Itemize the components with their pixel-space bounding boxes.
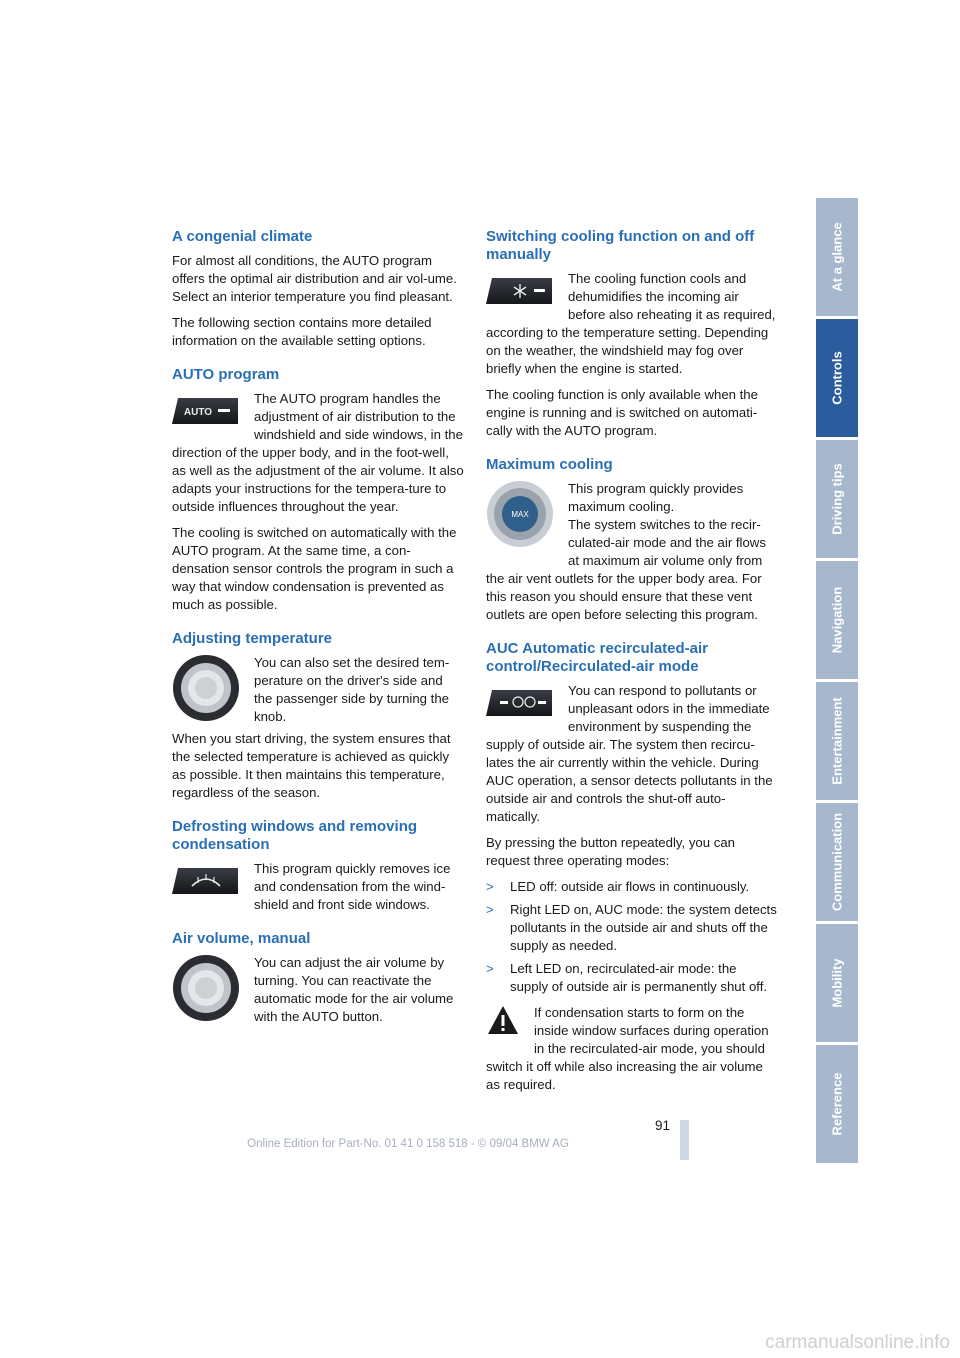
paragraph: This program quickly removes ice and condensation from the wind-shield and front side windows.: [254, 861, 451, 912]
paragraph: For almost all conditions, the AUTO program offers the optimal air distribution and air vol-ume. Select an interior temperature you find pleasant.: [172, 253, 457, 304]
list-item: > Right LED on, AUC mode: the system detects pollutants in the outside air and shuts off the supply as needed.: [486, 902, 777, 953]
heading-adjusting-temperature: Adjusting temperature: [172, 630, 333, 647]
section-defrosting: [172, 818, 464, 914]
heading-air-volume: Air volume, manual: [172, 930, 311, 947]
heading-congenial-climate: A congenial climate: [172, 228, 313, 245]
tab-reference[interactable]: Reference: [816, 1045, 858, 1163]
warning-note: [486, 1004, 778, 1094]
heading-auc: AUC Automatic recirculated-air control/Recirculated-air mode: [486, 640, 708, 675]
heading-maximum-cooling: Maximum cooling: [486, 456, 613, 473]
right-column: [486, 228, 778, 1110]
max-knob-image: [486, 480, 554, 553]
paragraph: The following section contains more detailed information on the available setting options.: [172, 315, 432, 348]
heading-cooling-function: Switching cooling function on and off manually: [486, 228, 755, 263]
paragraph: You can also set the desired tem-perature on the driver's side and the passenger side by turning the knob.: [254, 655, 450, 724]
tab-controls[interactable]: Controls: [816, 319, 858, 437]
operating-modes-list: [486, 878, 778, 996]
list-item: > Left LED on, recirculated-air mode: the supply of outside air is permanently shut off.: [486, 961, 768, 994]
tab-driving-tips[interactable]: Driving tips: [816, 440, 858, 558]
section-cooling-function: [486, 228, 778, 440]
tab-communication[interactable]: Communication: [816, 803, 858, 921]
side-navigation: [816, 198, 858, 1166]
section-adjusting-temperature: [172, 630, 464, 802]
section-congenial-climate: [172, 228, 464, 350]
paragraph: The system switches to the recir-culated-air mode and the air flows at maximum air volume only from the air vent outlets for the upper body area. For this reason you should ensure that these vent outlets are open before selecting this program.: [486, 517, 766, 622]
paragraph: The AUTO program handles the adjustment of air distribution to the windshield and side windows, in the direction of the upper body, and in the foot-well, as well as the adjustment of the air volume. It also adapts your instructions for the tempera-ture to outside influences throughout the year.: [172, 391, 464, 514]
heading-defrosting: Defrosting windows and removing condensation: [172, 818, 418, 853]
air-volume-knob-image: [172, 954, 240, 1027]
tab-entertainment[interactable]: Entertainment: [816, 682, 858, 800]
auc-button-image: [486, 686, 554, 725]
section-maximum-cooling: [486, 456, 778, 624]
paragraph: This program quickly provides maximum cooling.: [568, 481, 744, 514]
tab-mobility[interactable]: Mobility: [816, 924, 858, 1042]
bullet-mark: >: [486, 902, 494, 917]
left-column: [172, 228, 464, 1045]
list-item: > LED off: outside air flows in continuously.: [486, 879, 750, 894]
cooling-button-image: [486, 274, 554, 313]
warning-text: If condensation starts to form on the inside window surfaces during operation in the recirculated-air mode, you should switch it off while also increasing the air volume as required.: [486, 1005, 769, 1092]
tab-at-a-glance[interactable]: At a glance: [816, 198, 858, 316]
paragraph: The cooling function is only available when the engine is running and is switched on automati-cally with the AUTO program.: [486, 387, 758, 438]
page-number: 91: [654, 1118, 670, 1133]
paragraph: The cooling function cools and dehumidifies the incoming air before also reheating it as required, according to the temperature setting. Depending on the weather, the windshield may fog over briefly when the engine is started.: [486, 271, 776, 376]
bullet-mark: >: [486, 879, 494, 894]
section-auc: [486, 640, 778, 1094]
paragraph: The cooling is switched on automatically with the AUTO program. At the same time, a con-densation sensor controls the program in such a way that window condensation is prevented as much as possible.: [172, 525, 457, 612]
auto-button-image: [172, 394, 240, 433]
paragraph: You can adjust the air volume by turning. You can reactivate the automatic mode for the air volume with the AUTO button.: [254, 955, 454, 1024]
auto-button-label: AUTO: [183, 407, 213, 418]
watermark: carmanualsonline.info: [765, 1332, 950, 1353]
section-auto-program: [172, 366, 464, 614]
paragraph: You can respond to pollutants or unpleasant odors in the immediate environment by suspending the supply of outside air. The system then recircu-lates the air currently within the vehicle. During AUC operation, a sensor detects pollutants in the outside air and controls the shut-off auto-matically.: [486, 683, 773, 824]
bullet-mark: >: [486, 961, 494, 976]
tab-navigation[interactable]: Navigation: [816, 561, 858, 679]
defrost-button-image: [172, 864, 240, 903]
temperature-knob-image: [172, 654, 240, 727]
warning-icon: [486, 1004, 520, 1041]
max-knob-label: MAX: [511, 510, 529, 519]
section-air-volume: [172, 930, 464, 1029]
paragraph: By pressing the button repeatedly, you can request three operating modes:: [486, 835, 736, 868]
paragraph: When you start driving, the system ensures that the selected temperature is achieved as quickly as possible. It then maintains this temperature, regardless of the season.: [172, 731, 451, 800]
footer-text: Online Edition for Part-No. 01 41 0 158 518 - © 09/04 BMW AG: [247, 1138, 569, 1150]
heading-auto-program: AUTO program: [172, 366, 280, 383]
